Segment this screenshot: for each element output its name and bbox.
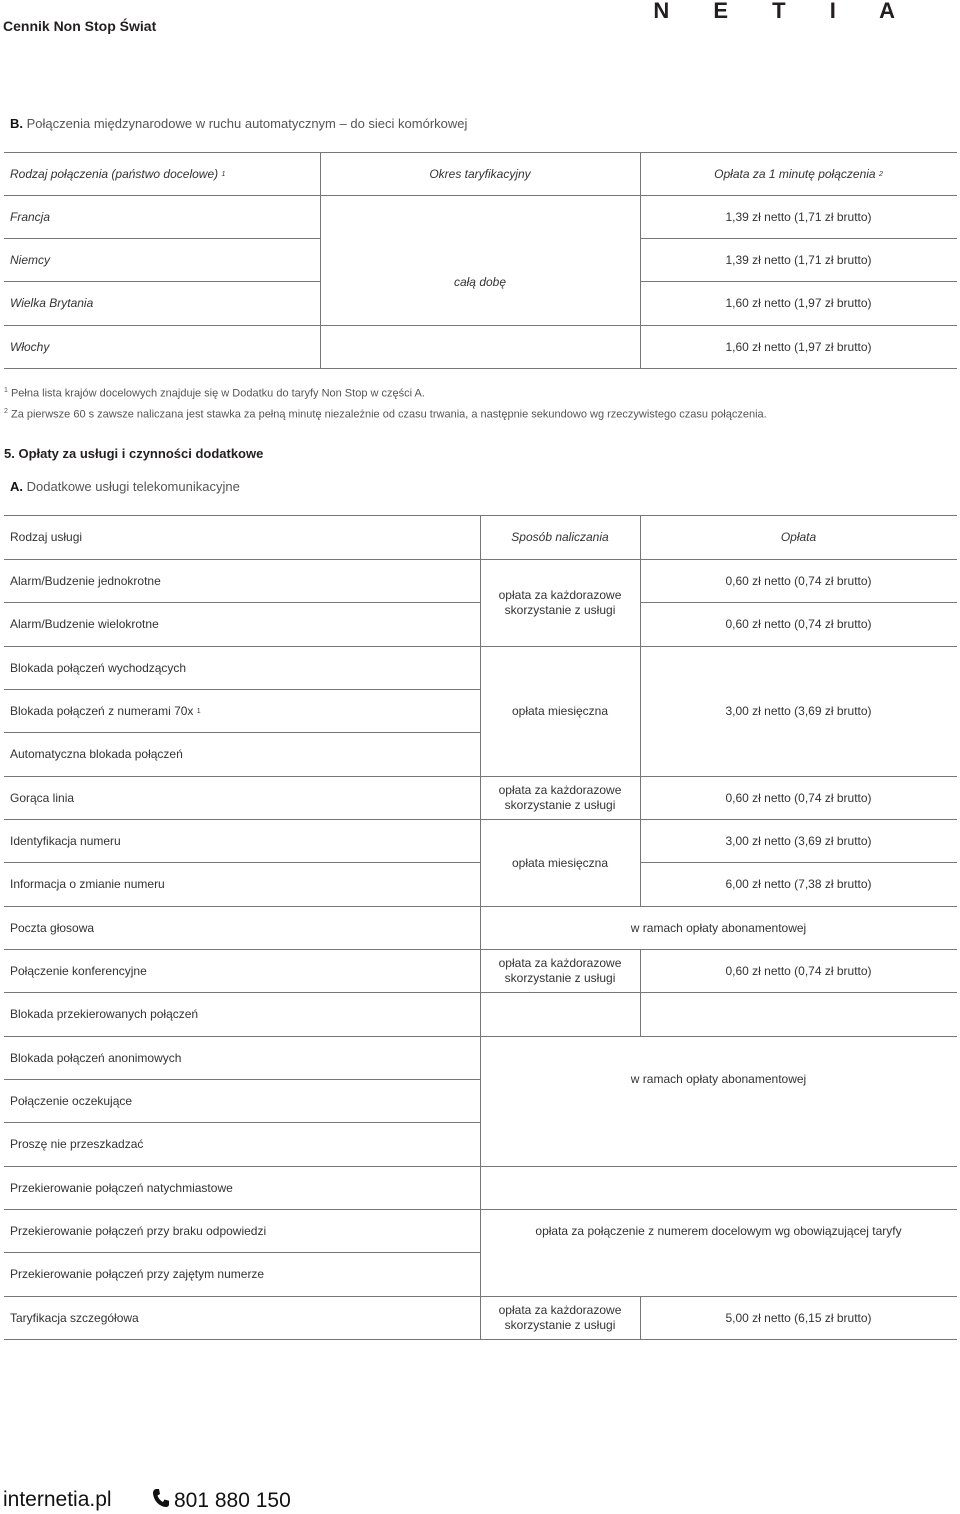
service-cell: Identyfikacja numeru bbox=[10, 833, 121, 848]
service-cell: Połączenie oczekujące bbox=[10, 1093, 133, 1108]
method-cell: opłata miesięczna bbox=[511, 703, 609, 718]
col-header-period: Okres taryfikacyjny bbox=[429, 166, 531, 181]
fee-cell-merged: opłata za połączenie z numerem docelowym wg obowiązującej taryfy bbox=[535, 1224, 902, 1238]
col-header-minute-fee: Opłata za 1 minutę połączenia 2 bbox=[714, 166, 883, 181]
footnote: $^2$ Za pierwsze 60 s zawsze naliczana jest stawka za pełną minutę niezależnie od czasu trwania, a następnie sekundowo wg rzeczywistego czasu połączenia. bbox=[4, 407, 767, 421]
phone-icon bbox=[152, 1488, 170, 1514]
price-cell: 1,39 zł netto (1,71 zł brutto) bbox=[725, 252, 872, 267]
service-cell: Przekierowanie połączeń natychmiastowe bbox=[10, 1180, 233, 1195]
service-cell: Taryfikacja szczegółowa bbox=[10, 1310, 139, 1325]
col-header-service: Rodzaj usługi bbox=[10, 530, 83, 544]
section-5-title: 5. Opłaty za usługi i czynności dodatkowe bbox=[4, 446, 264, 461]
price-cell: 1,39 zł netto (1,71 zł brutto) bbox=[725, 209, 872, 224]
method-cell: opłata za każdorazowe skorzystanie z usługi bbox=[498, 588, 622, 617]
col-header-connection-type: Rodzaj połączenia (państwo docelowe) 1 bbox=[10, 166, 226, 181]
country-cell: Włochy bbox=[10, 339, 50, 354]
footnotes bbox=[4, 382, 767, 423]
country-cell: Wielka Brytania bbox=[10, 296, 94, 310]
service-cell: Poczta głosowa bbox=[10, 920, 95, 935]
service-cell: Gorąca linia bbox=[10, 790, 75, 805]
service-cell: Alarm/Budzenie wielokrotne bbox=[10, 617, 159, 631]
fee-cell: 0,60 zł netto (0,74 zł brutto) bbox=[725, 573, 872, 588]
fee-cell: 3,00 zł netto (3,69 zł brutto) bbox=[725, 703, 872, 718]
footnote: $^1$ Pełna lista krajów docelowych znajduje się w Dodatku do taryfy Non Stop w części A. bbox=[4, 387, 425, 400]
country-cell: Niemcy bbox=[10, 252, 51, 267]
phone-number[interactable]: 801 880 150 bbox=[152, 1488, 291, 1514]
fee-cell: 0,60 zł netto (0,74 zł brutto) bbox=[725, 963, 872, 978]
fee-cell: 6,00 zł netto (7,38 zł brutto) bbox=[725, 877, 872, 891]
method-cell: opłata za każdorazowe skorzystanie z usługi bbox=[498, 956, 622, 985]
netia-logo: N E T I A bbox=[653, 0, 914, 23]
service-cell: Informacja o zmianie numeru bbox=[10, 877, 165, 891]
fee-cell-merged: w ramach opłaty abonamentowej bbox=[630, 920, 807, 935]
service-cell: Blokada przekierowanych połączeń bbox=[10, 1007, 199, 1021]
service-cell: Automatyczna blokada połączeń bbox=[10, 747, 183, 761]
service-cell: Przekierowanie połączeń przy braku odpowiedzi bbox=[10, 1223, 267, 1238]
service-cell: Proszę nie przeszkadzać bbox=[10, 1137, 144, 1151]
method-cell: opłata za każdorazowe skorzystanie z usługi bbox=[498, 1303, 622, 1332]
period-cell: całą dobę bbox=[453, 274, 507, 289]
fee-cell: 0,60 zł netto (0,74 zł brutto) bbox=[725, 790, 872, 805]
price-cell: 1,60 zł netto (1,97 zł brutto) bbox=[725, 339, 872, 354]
country-cell: Francja bbox=[10, 209, 51, 224]
section-b-letter: B. bbox=[10, 116, 23, 131]
service-cell: Alarm/Budzenie jednokrotne bbox=[10, 573, 161, 588]
col-header-method: Sposób naliczania bbox=[511, 530, 609, 544]
service-cell: Blokada połączeń z numerami 70x 1 bbox=[10, 703, 201, 718]
fee-cell: 3,00 zł netto (3,69 zł brutto) bbox=[725, 833, 872, 848]
fee-cell: 0,60 zł netto (0,74 zł brutto) bbox=[725, 617, 872, 631]
fee-cell-merged: w ramach opłaty abonamentowej bbox=[630, 1072, 807, 1086]
service-cell: Przekierowanie połączeń przy zajętym numerze bbox=[10, 1267, 265, 1281]
document-title: Cennik Non Stop Świat bbox=[3, 18, 157, 34]
website-link[interactable]: internetia.pl bbox=[3, 1488, 112, 1511]
method-cell: opłata miesięczna bbox=[511, 855, 609, 870]
fee-cell: 5,00 zł netto (6,15 zł brutto) bbox=[725, 1310, 872, 1325]
service-cell: Blokada połączeń anonimowych bbox=[10, 1050, 182, 1065]
section-b-title: Połączenia międzynarodowe w ruchu automatycznym – do sieci komórkowej bbox=[26, 116, 468, 131]
price-cell: 1,60 zł netto (1,97 zł brutto) bbox=[725, 296, 872, 310]
col-header-fee: Opłata bbox=[780, 530, 817, 544]
method-cell: opłata za każdorazowe skorzystanie z usługi bbox=[498, 783, 622, 812]
service-cell: Blokada połączeń wychodzących bbox=[10, 660, 187, 675]
section-b-heading bbox=[10, 116, 467, 131]
section-5a-heading: A. Dodatkowe usługi telekomunikacyjne bbox=[10, 479, 240, 494]
service-cell: Połączenie konferencyjne bbox=[10, 963, 147, 978]
